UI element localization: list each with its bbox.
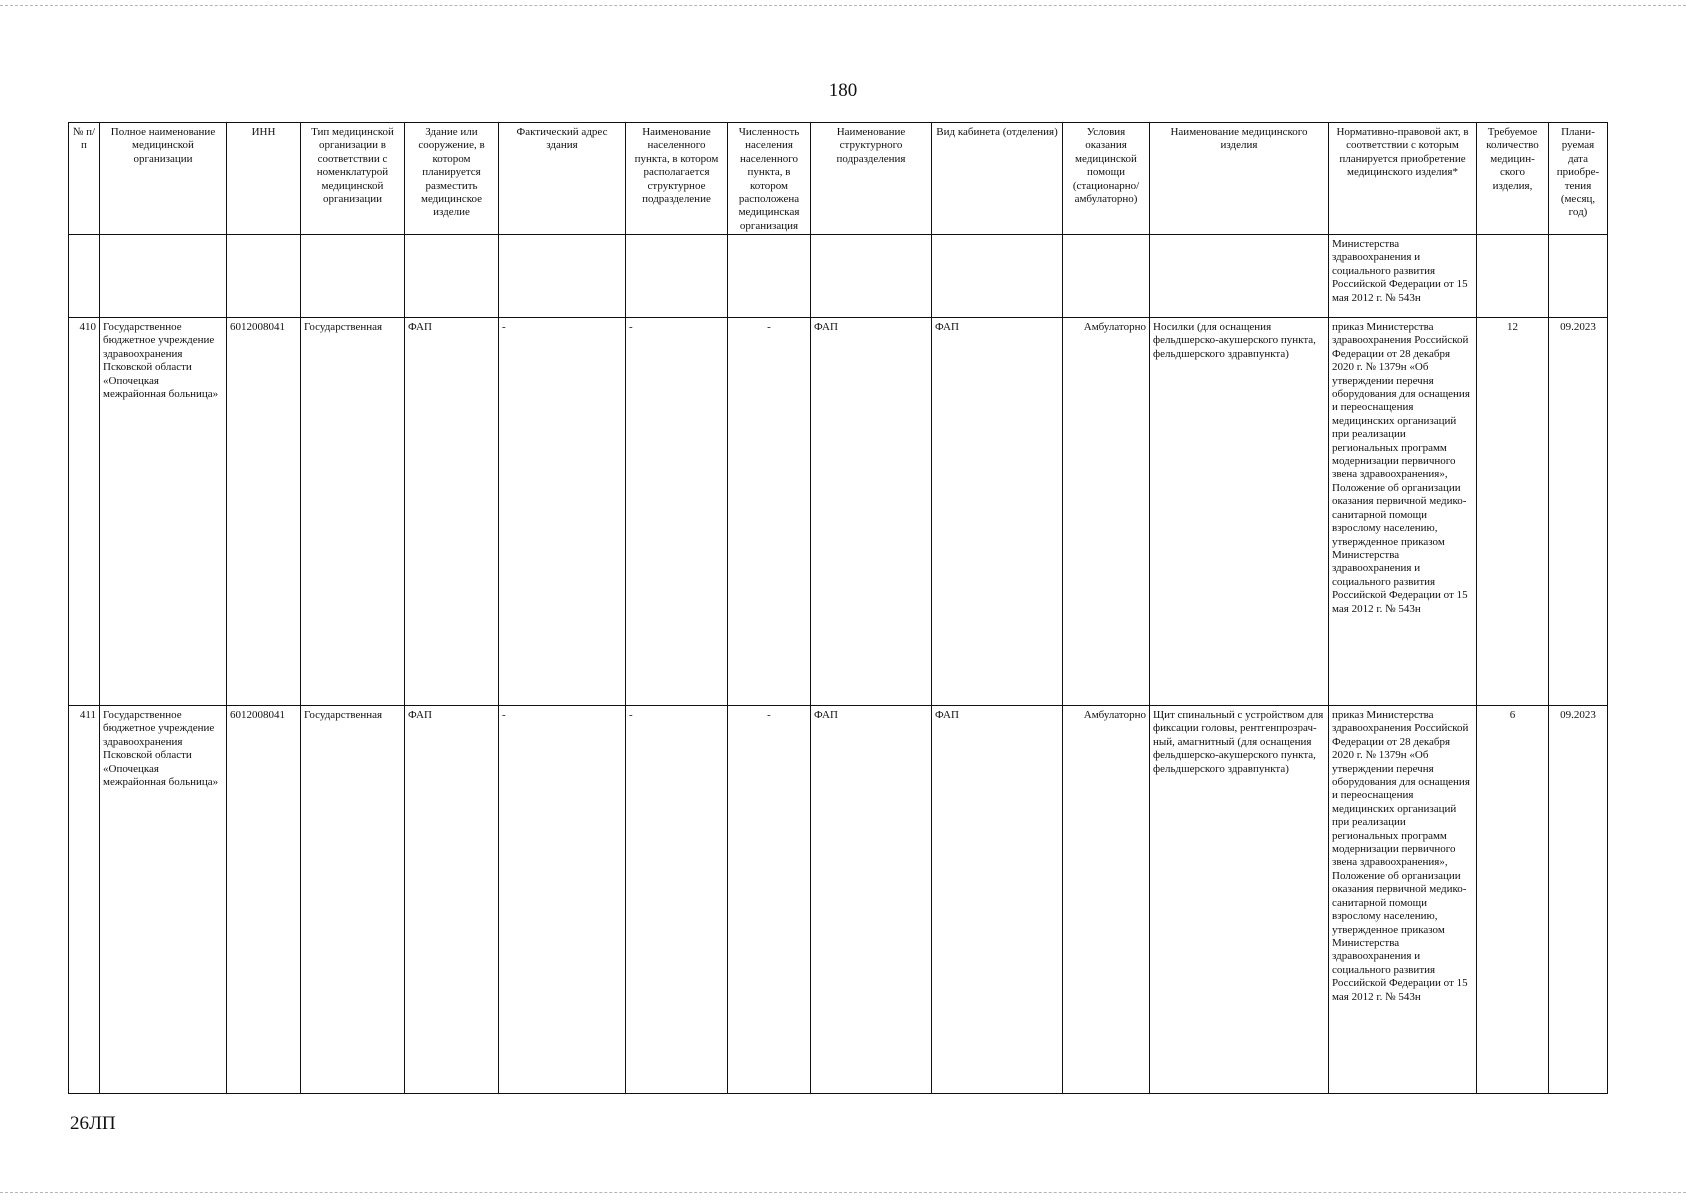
- header-cell-quantity: Требуемое количество медицин-ского изделия,: [1477, 123, 1549, 235]
- cell-unit: ФАП: [811, 706, 932, 1094]
- header-cell-act: Нормативно-правовой акт, в соответствии с которым планируется приобретение медицинского изделия*: [1329, 123, 1477, 235]
- cell-type: [301, 235, 405, 318]
- cell-device: Носилки (для оснащения фельдшерско-акушерского пункта, фельдшерского здравпункта): [1150, 318, 1329, 706]
- header-cell-date: Плани-руемая дата приобре-тения (месяц, год): [1549, 123, 1608, 235]
- footer-code: 26ЛП: [70, 1113, 116, 1134]
- cell-address: [499, 235, 626, 318]
- page-number: 180: [828, 80, 858, 101]
- table-row: [69, 318, 1608, 706]
- cell-building: [405, 235, 499, 318]
- cell-cabinet: ФАП: [932, 706, 1063, 1094]
- cell-date: 09.2023: [1549, 318, 1608, 706]
- cell-locality: -: [626, 706, 728, 1094]
- cell-act: приказ Министерства здравоохранения Российской Федерации от 28 декабря 2020 г. № 1379н «Об утверждении перечня оборудования для оснащения и переоснащения медицинских организаций при реализации региональных программ модернизации первичного звена здравоохранения», Положение об организации оказания первичной медико-санитарной помощи взрослому населению, утвержденное приказом Министерства здравоохранения и социального развития Российской Федерации от 15 мая 2012 г. № 543н: [1329, 706, 1477, 1094]
- cell-type: Государственная: [301, 706, 405, 1094]
- cell-unit: ФАП: [811, 318, 932, 706]
- scan-edge-top: [0, 5, 1686, 6]
- cell-inn: [227, 235, 301, 318]
- cell-device: [1150, 235, 1329, 318]
- cell-org: Государственное бюджетное учреждение здравоохранения Псковской области «Опочецкая межрайонная больница»: [100, 318, 227, 706]
- table-row-continuation: [69, 235, 1608, 318]
- cell-locality: -: [626, 318, 728, 706]
- header-cell-num: № п/п: [69, 123, 100, 235]
- header-cell-device: Наименование медицинского изделия: [1150, 123, 1329, 235]
- cell-address: -: [499, 706, 626, 1094]
- cell-cabinet: [932, 235, 1063, 318]
- table-header-row: [69, 123, 1608, 235]
- cell-org: [100, 235, 227, 318]
- header-cell-address: Фактический адрес здания: [499, 123, 626, 235]
- cell-date: 09.2023: [1549, 706, 1608, 1094]
- header-cell-inn: ИНН: [227, 123, 301, 235]
- equipment-table: [68, 122, 1608, 1094]
- header-cell-unit: Наименование структурного подразделения: [811, 123, 932, 235]
- header-cell-conditions: Условия оказания медицинской помощи (стационарно/ амбулаторно): [1063, 123, 1150, 235]
- header-cell-org: Полное наименование медицинской организации: [100, 123, 227, 235]
- cell-cabinet: ФАП: [932, 318, 1063, 706]
- cell-building: ФАП: [405, 706, 499, 1094]
- cell-org: Государственное бюджетное учреждение здравоохранения Псковской области «Опочецкая межрайонная больница»: [100, 706, 227, 1094]
- cell-population: -: [728, 706, 811, 1094]
- cell-inn: 6012008041: [227, 318, 301, 706]
- cell-conditions: Амбулаторно: [1063, 318, 1150, 706]
- cell-conditions: [1063, 235, 1150, 318]
- cell-num: 410: [69, 318, 100, 706]
- cell-conditions: Амбулаторно: [1063, 706, 1150, 1094]
- header-cell-building: Здание или сооружение, в котором планируется разместить медицинское изделие: [405, 123, 499, 235]
- cell-act: приказ Министерства здравоохранения Российской Федерации от 28 декабря 2020 г. № 1379н «Об утверждении перечня оборудования для оснащения и переоснащения медицинских организаций при реализации региональных программ модернизации первичного звена здравоохранения», Положение об организации оказания первичной медико-санитарной помощи взрослому населению, утвержденное приказом Министерства здравоохранения и социального развития Российской Федерации от 15 мая 2012 г. № 543н: [1329, 318, 1477, 706]
- cell-inn: 6012008041: [227, 706, 301, 1094]
- cell-population: [728, 235, 811, 318]
- cell-unit: [811, 235, 932, 318]
- table-row: [69, 706, 1608, 1094]
- header-cell-locality: Наименование населенного пункта, в котором располагается структурное подразделение: [626, 123, 728, 235]
- cell-act: Министерства здравоохранения и социального развития Российской Федерации от 15 мая 2012 г. № 543н: [1329, 235, 1477, 318]
- cell-type: Государственная: [301, 318, 405, 706]
- cell-quantity: [1477, 235, 1549, 318]
- scan-edge-bottom: [0, 1192, 1686, 1193]
- header-cell-cabinet: Вид кабинета (отделения): [932, 123, 1063, 235]
- cell-quantity: 6: [1477, 706, 1549, 1094]
- cell-locality: [626, 235, 728, 318]
- header-cell-type: Тип медицинской организации в соответствии с номенклатурой медицинской организации: [301, 123, 405, 235]
- cell-population: -: [728, 318, 811, 706]
- cell-num: [69, 235, 100, 318]
- cell-date: [1549, 235, 1608, 318]
- cell-address: -: [499, 318, 626, 706]
- cell-building: ФАП: [405, 318, 499, 706]
- header-cell-population: Численность населения населенного пункта, в котором расположена медицинская организация: [728, 123, 811, 235]
- cell-num: 411: [69, 706, 100, 1094]
- cell-device: Щит спинальный с устройством для фиксации головы, рентгенпрозрач-ный, амагнитный (для оснащения фельдшерско-акушерского пункта, фельдшерского здравпункта): [1150, 706, 1329, 1094]
- cell-quantity: 12: [1477, 318, 1549, 706]
